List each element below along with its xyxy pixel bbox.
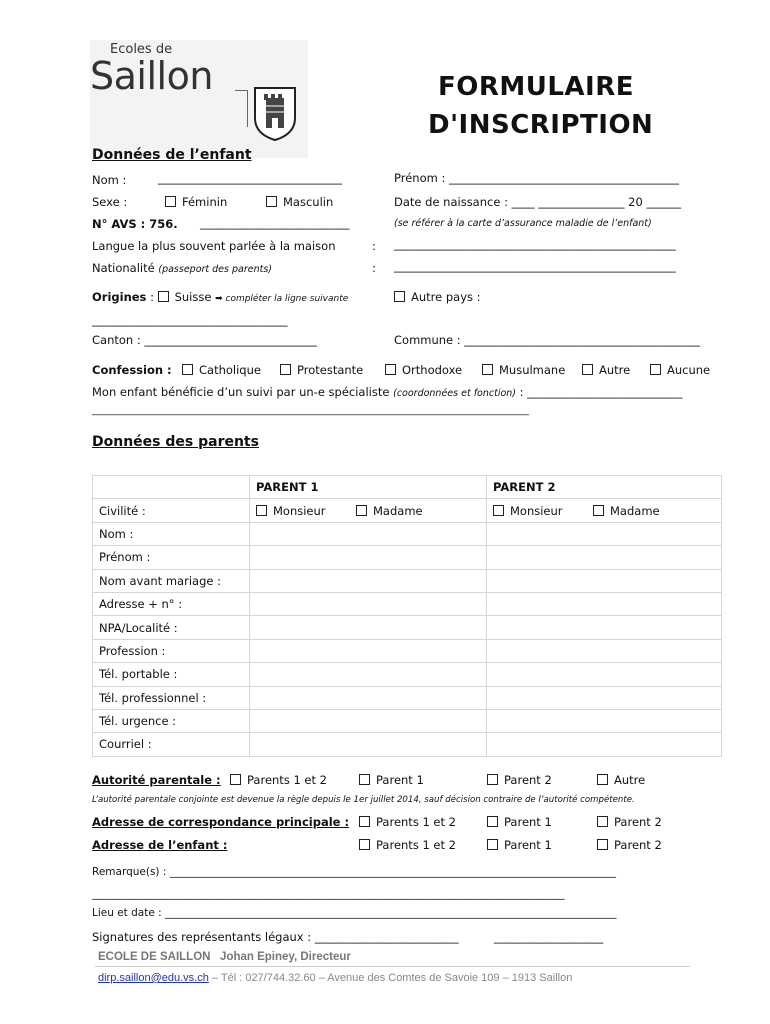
parents-table xyxy=(92,475,722,757)
parent1-cell[interactable] xyxy=(250,592,487,615)
parent2-cell[interactable] xyxy=(487,569,722,592)
correspondance-option[interactable]: Parents 1 et 2 xyxy=(359,815,456,829)
signatures-field[interactable]: Signatures des représentants légaux : _________________________ xyxy=(92,930,459,944)
confession-row xyxy=(92,363,172,377)
footer-email-link[interactable]: dirp.saillon@edu.vs.ch xyxy=(98,972,209,984)
checkbox[interactable] xyxy=(650,364,661,375)
footer-contact: – Tél : 027/744.32.60 – Avenue des Comtes de Savoie 109 – 1913 Saillon xyxy=(208,972,573,984)
parent1-header: PARENT 1 xyxy=(250,476,487,499)
row-label: Prénom : xyxy=(93,546,250,569)
parent2-civilite[interactable] xyxy=(487,499,722,522)
parent2-cell[interactable] xyxy=(487,733,722,756)
parent1-cell[interactable] xyxy=(250,733,487,756)
table-row xyxy=(93,522,722,545)
autorite-option[interactable]: Parent 1 xyxy=(359,773,424,787)
suivi-field[interactable]: ____________________________________________________________________________________________ xyxy=(92,405,529,416)
checkbox[interactable] xyxy=(487,774,498,785)
parent2-cell[interactable] xyxy=(487,592,722,615)
adresse-enfant-label: Adresse de l’enfant : xyxy=(92,838,228,852)
confession-option[interactable]: Protestante xyxy=(280,363,363,377)
child-prenom-field[interactable]: Prénom : ________________________________________ xyxy=(394,171,679,185)
checkbox-suisse[interactable] xyxy=(158,291,169,302)
parent1-cell[interactable] xyxy=(250,522,487,545)
row-label: NPA/Localité : xyxy=(93,616,250,639)
form-title-line2: D'INSCRIPTION xyxy=(428,110,654,140)
parent1-cell[interactable] xyxy=(250,569,487,592)
parent2-cell[interactable] xyxy=(487,522,722,545)
parent1-cell[interactable] xyxy=(250,686,487,709)
table-row xyxy=(93,663,722,686)
remarque-line[interactable]: __________________________________________________________________________________________ xyxy=(92,888,565,900)
langue-field[interactable]: _________________________________________________ xyxy=(394,237,676,251)
parents-section-title: Données des parents xyxy=(92,434,259,450)
school-logo xyxy=(90,40,308,158)
suisse-note: ➡ compléter la ligne suivante xyxy=(215,294,349,304)
parent1-cell[interactable] xyxy=(250,639,487,662)
parent2-header: PARENT 2 xyxy=(487,476,722,499)
checkbox[interactable] xyxy=(256,505,267,516)
checkbox[interactable] xyxy=(359,774,370,785)
row-label: Nom : xyxy=(93,522,250,545)
table-header-row xyxy=(93,476,722,499)
langue-label: Langue la plus souvent parlée à la maison xyxy=(92,239,336,253)
parent1-cell[interactable] xyxy=(250,546,487,569)
table-row xyxy=(93,709,722,732)
row-label: Nom avant mariage : xyxy=(93,569,250,592)
parent1-cell[interactable] xyxy=(250,616,487,639)
logo-connector-line xyxy=(235,90,248,127)
sexe-feminin-option[interactable]: Féminin xyxy=(165,195,227,209)
origines-row: Origines : Suisse ➡ compléter la ligne suivante xyxy=(92,290,349,304)
table-row xyxy=(93,616,722,639)
footer-divider xyxy=(95,966,690,967)
suivi-note: (coordonnées et fonction) xyxy=(393,388,517,399)
checkbox[interactable] xyxy=(230,774,241,785)
parent2-monsieur-option[interactable]: Monsieur xyxy=(493,504,593,518)
commune-field[interactable]: Commune : _________________________________________ xyxy=(394,333,701,347)
lieu-date-field[interactable]: Lieu et date : ______________________________________________________________________________________ xyxy=(92,907,617,919)
parent2-cell[interactable] xyxy=(487,616,722,639)
adresse-enfant-option[interactable]: Parents 1 et 2 xyxy=(359,838,456,852)
adresse-enfant-option[interactable]: Parent 1 xyxy=(487,838,552,852)
confession-option[interactable]: Catholique xyxy=(182,363,261,377)
row-label: Tél. urgence : xyxy=(93,709,250,732)
checkbox[interactable] xyxy=(165,196,176,207)
table-row xyxy=(93,733,722,756)
suivi-row[interactable]: Mon enfant bénéficie d’un suivi par un-e spécialiste (coordonnées et fonction) : ___________________________ xyxy=(92,385,683,399)
signature2-field[interactable]: ___________________ xyxy=(494,930,604,944)
checkbox[interactable] xyxy=(597,839,608,850)
table-row xyxy=(93,546,722,569)
footer-school-line xyxy=(98,951,351,963)
autorite-note: L’autorité parentale conjointe est devenue la règle depuis le 1er juillet 2014, sauf décision contraire de l’autorité compétente. xyxy=(92,795,635,805)
parent2-cell[interactable] xyxy=(487,709,722,732)
canton-field[interactable]: Canton : ______________________________ xyxy=(92,333,317,347)
checkbox[interactable] xyxy=(487,816,498,827)
logo-big-text: Saillon xyxy=(90,54,213,98)
table-row xyxy=(93,569,722,592)
row-label: Adresse + n° : xyxy=(93,592,250,615)
footer-contact-line xyxy=(98,972,572,984)
remarque-field[interactable]: Remarque(s) : _____________________________________________________________________________________ xyxy=(92,866,616,878)
parent1-cell[interactable] xyxy=(250,663,487,686)
child-nom-label: Nom : xyxy=(92,173,127,187)
checkbox[interactable] xyxy=(394,291,405,302)
checkbox[interactable] xyxy=(385,364,396,375)
parent2-cell[interactable] xyxy=(487,546,722,569)
date-naissance-field[interactable]: Date de naissance : ____ _______________ 20 ______ xyxy=(394,195,681,209)
parent1-cell[interactable] xyxy=(250,709,487,732)
sexe-label: Sexe : xyxy=(92,195,128,209)
checkbox[interactable] xyxy=(582,364,593,375)
langue-colon: : xyxy=(372,239,376,253)
parent2-cell[interactable] xyxy=(487,639,722,662)
row-label: Tél. portable : xyxy=(93,663,250,686)
checkbox[interactable] xyxy=(597,774,608,785)
adresse-enfant-option[interactable]: Parent 2 xyxy=(597,838,662,852)
nationalite-label: Nationalité (passeport des parents) xyxy=(92,261,273,275)
avs-note: (se référer à la carte d’assurance maladie de l’enfant) xyxy=(394,218,652,229)
autorite-option[interactable]: Autre xyxy=(597,773,645,787)
table-row xyxy=(93,686,722,709)
checkbox[interactable] xyxy=(493,505,504,516)
parent1-madame-option[interactable]: Madame xyxy=(356,504,423,518)
avs-field[interactable]: __________________________ xyxy=(200,216,350,230)
correspondance-label: Adresse de correspondance principale : xyxy=(92,815,350,829)
footer-director: Johan Epiney, Directeur xyxy=(220,951,351,963)
correspondance-option[interactable]: Parent 2 xyxy=(597,815,662,829)
autorite-option[interactable]: Parents 1 et 2 xyxy=(230,773,327,787)
child-nom-field[interactable]: ________________________________ xyxy=(158,171,342,185)
parent2-cell[interactable] xyxy=(487,686,722,709)
parent2-madame-option[interactable]: Madame xyxy=(593,504,660,518)
form-title-line1: FORMULAIRE xyxy=(438,72,635,102)
row-label: Tél. professionnel : xyxy=(93,686,250,709)
child-section-title: Données de l’enfant xyxy=(92,147,252,163)
nationalite-colon: : xyxy=(372,261,376,275)
nationalite-note: (passeport des parents) xyxy=(158,264,273,275)
autorite-option[interactable]: Parent 2 xyxy=(487,773,552,787)
checkbox[interactable] xyxy=(182,364,193,375)
checkbox[interactable] xyxy=(593,505,604,516)
checkbox[interactable] xyxy=(487,839,498,850)
civilite-label: Civilité : xyxy=(93,499,250,522)
logo-small-text: Ecoles de xyxy=(110,42,173,57)
correspondance-option[interactable]: Parent 1 xyxy=(487,815,552,829)
checkbox[interactable] xyxy=(356,505,367,516)
confession-option[interactable]: Aucune xyxy=(650,363,710,377)
nationalite-field[interactable]: _________________________________________________ xyxy=(394,259,676,273)
autre-pays-option[interactable]: Autre pays : xyxy=(394,290,481,304)
checkbox[interactable] xyxy=(359,816,370,827)
footer-school: ECOLE DE SAILLON xyxy=(98,951,211,963)
autorite-label: Autorité parentale : xyxy=(92,773,221,787)
table-row xyxy=(93,639,722,662)
row-label: Courriel : xyxy=(93,733,250,756)
confession-option[interactable]: Orthodoxe xyxy=(385,363,462,377)
shield-crest-icon xyxy=(252,82,298,142)
checkbox[interactable] xyxy=(482,364,493,375)
table-row xyxy=(93,592,722,615)
avs-label: N° AVS : 756. xyxy=(92,217,178,231)
table-row xyxy=(93,499,722,522)
confession-label: Confession : xyxy=(92,363,172,377)
confession-option[interactable]: Musulmane xyxy=(482,363,565,377)
checkbox[interactable] xyxy=(280,364,291,375)
checkbox[interactable] xyxy=(597,816,608,827)
checkbox[interactable] xyxy=(359,839,370,850)
checkbox[interactable] xyxy=(266,196,277,207)
confession-option[interactable]: Autre xyxy=(582,363,630,377)
parent2-cell[interactable] xyxy=(487,663,722,686)
row-label: Profession : xyxy=(93,639,250,662)
origines-field[interactable]: __________________________________ xyxy=(92,313,288,327)
table-header-empty xyxy=(93,476,250,499)
parent1-civilite[interactable] xyxy=(250,499,487,522)
sexe-masculin-option[interactable]: Masculin xyxy=(266,195,333,209)
parent1-monsieur-option[interactable]: Monsieur xyxy=(256,504,356,518)
